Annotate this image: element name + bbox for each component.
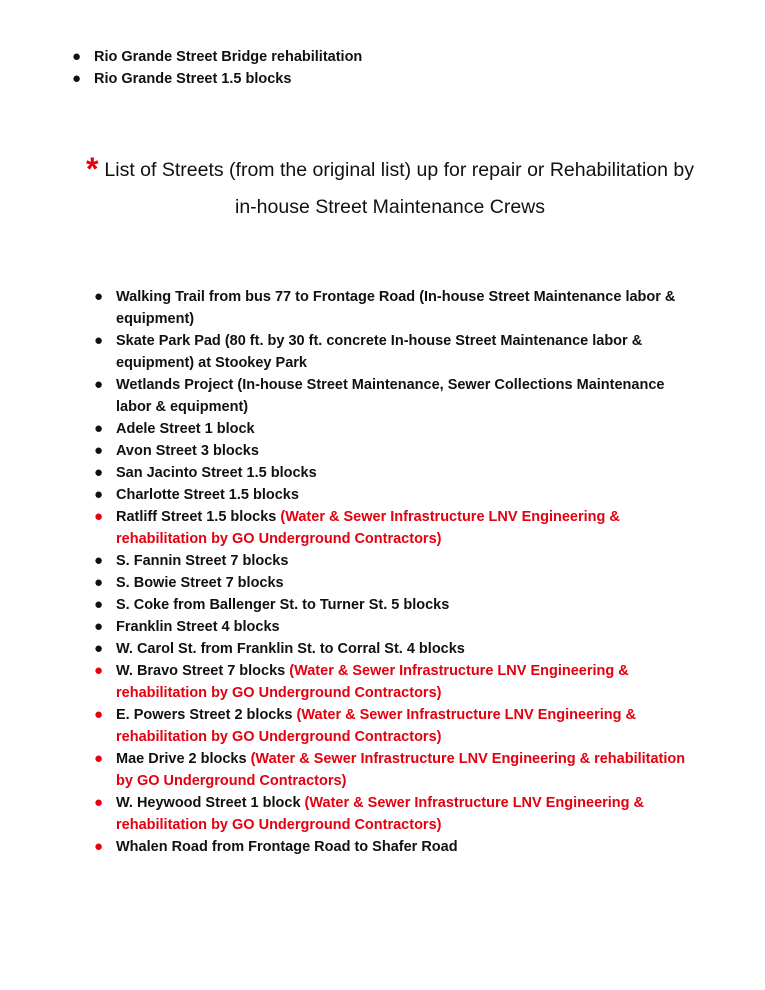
list-item [94,550,694,572]
list-item-text: Ratliff Street 1.5 blocks [116,509,281,525]
list-item [94,330,694,374]
list-item [94,462,694,484]
list-item [94,638,694,660]
bullet-icon: ● [94,508,104,525]
list-item-note: (Water & Sewer Infrastructure LNV Engineering & rehabilitation by GO Underground Contractors) [116,663,629,701]
bullet-icon: ● [94,376,104,393]
list-item [94,660,694,704]
list-item [94,792,694,836]
list-item [94,594,694,616]
list-item [94,484,694,506]
list-item [72,46,722,68]
list-item-text: S. Bowie Street 7 blocks [116,575,284,591]
top-street-list [72,46,722,90]
list-item [94,418,694,440]
bullet-icon: ● [94,750,104,767]
bullet-icon: ● [94,640,104,657]
list-item-text: Wetlands Project (In-house Street Maintenance, Sewer Collections Maintenance labor & equipment) [116,377,665,415]
list-item-text: Adele Street 1 block [116,421,255,437]
bullet-icon: ● [72,70,82,87]
list-item [94,748,694,792]
bullet-icon: ● [94,332,104,349]
list-item-text: Skate Park Pad (80 ft. by 30 ft. concrete In-house Street Maintenance labor & equipment) at Stookey Park [116,333,643,371]
list-item-note: (Water & Sewer Infrastructure LNV Engineering & rehabilitation by GO Underground Contractors) [116,751,686,789]
list-item [94,616,694,638]
bullet-icon: ● [94,838,104,855]
list-item-text: Rio Grande Street 1.5 blocks [94,71,292,87]
list-item-text: Charlotte Street 1.5 blocks [116,487,299,503]
list-item-text: Whalen Road from Frontage Road to Shafer Road [116,839,458,855]
list-item [94,506,694,550]
list-item-text: Rio Grande Street Bridge rehabilitation [94,49,363,65]
heading-line-2: in-house Street Maintenance Crews [235,196,545,218]
list-item-text: W. Heywood Street 1 block [116,795,305,811]
asterisk-icon: * [85,151,99,187]
list-item-text: Walking Trail from bus 77 to Frontage Road (In-house Street Maintenance labor & equipment) [116,289,676,327]
list-item-text: W. Bravo Street 7 blocks [116,663,290,679]
list-item [94,704,694,748]
list-item-text: W. Carol St. from Franklin St. to Corral St. 4 blocks [116,641,465,657]
list-item-note: (Water & Sewer Infrastructure LNV Engineering & rehabilitation by GO Underground Contractors) [116,795,645,833]
bullet-icon: ● [94,574,104,591]
bullet-icon: ● [94,662,104,679]
street-repair-list [94,286,694,858]
bullet-icon: ● [94,420,104,437]
list-item [94,374,694,418]
bullet-icon: ● [72,48,82,65]
section-heading [40,152,740,226]
bullet-icon: ● [94,552,104,569]
bullet-icon: ● [94,596,104,613]
list-item [94,440,694,462]
list-item-text: Mae Drive 2 blocks [116,751,251,767]
list-item-note: (Water & Sewer Infrastructure LNV Engineering & rehabilitation by GO Underground Contractors) [116,509,620,547]
list-item-text: E. Powers Street 2 blocks [116,707,297,723]
bullet-icon: ● [94,464,104,481]
bullet-icon: ● [94,618,104,635]
bullet-icon: ● [94,794,104,811]
bullet-icon: ● [94,288,104,305]
list-item-text: San Jacinto Street 1.5 blocks [116,465,317,481]
list-item-text: S. Coke from Ballenger St. to Turner St. 5 blocks [116,597,450,613]
list-item-text: Franklin Street 4 blocks [116,619,280,635]
list-item-text: Avon Street 3 blocks [116,443,259,459]
list-item-note: (Water & Sewer Infrastructure LNV Engineering & rehabilitation by GO Underground Contractors) [116,707,636,745]
heading-line-1: List of Streets (from the original list) up for repair or Rehabilitation by [104,159,695,181]
bullet-icon: ● [94,442,104,459]
list-item [72,68,722,90]
list-item [94,836,694,858]
list-item [94,572,694,594]
list-item-text: S. Fannin Street 7 blocks [116,553,289,569]
list-item [94,286,694,330]
bullet-icon: ● [94,486,104,503]
bullet-icon: ● [94,706,104,723]
